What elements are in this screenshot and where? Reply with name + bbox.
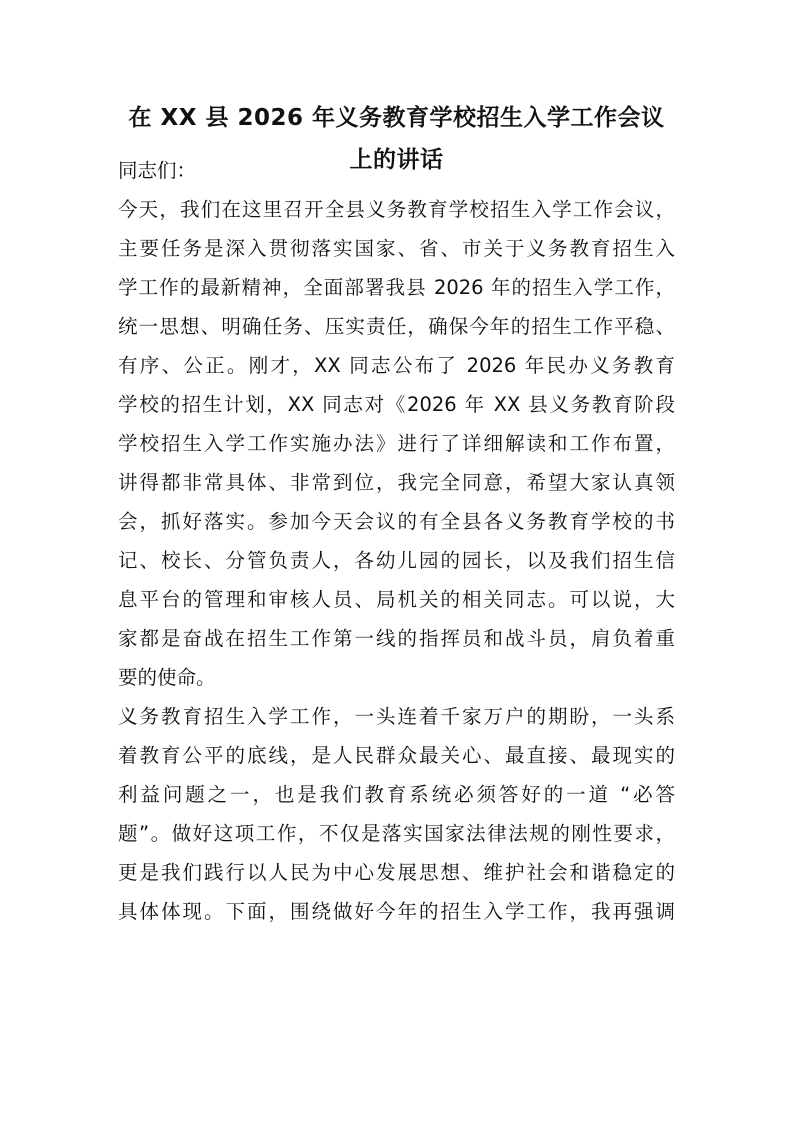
- paragraph-2-line: 题”。做好这项工作，不仅是落实国家法律法规的刚性要求，: [118, 822, 675, 845]
- paragraph-1-line: 主要任务是深入贯彻落实国家、省、市关于义务教育招生入: [118, 237, 675, 260]
- document-title-line-1: 在 XX 县 2026 年义务教育学校招生入学工作会议: [128, 105, 665, 131]
- paragraph-1-line: 统一思想、明确任务、压实责任，确保今年的招生工作平稳、: [118, 315, 675, 338]
- paragraph-1-line: 学校的招生计划，XX 同志对《2026 年 XX 县义务教育阶段: [118, 393, 675, 416]
- paragraph-1-line: 家都是奋战在招生工作第一线的指挥员和战斗员，肩负着重: [118, 627, 675, 650]
- paragraph-1-line: 学校招生入学工作实施办法》进行了详细解读和工作布置，: [118, 432, 675, 455]
- paragraph-1-line: 有序、公正。刚才，XX 同志公布了 2026 年民办义务教育: [118, 354, 675, 377]
- paragraph-1-line: 今天，我们在这里召开全县义务教育学校招生入学工作会议，: [118, 198, 675, 221]
- paragraph-2-line: 更是我们践行以人民为中心发展思想、维护社会和谐稳定的: [118, 861, 675, 884]
- document-body: [118, 151, 675, 931]
- paragraph-2-line: 利益问题之一，也是我们教育系统必须答好的一道 “必答: [118, 783, 675, 806]
- paragraph-1: [118, 190, 675, 697]
- salutation: 同志们：: [118, 159, 197, 182]
- paragraph-1-line: 息平台的管理和审核人员、局机关的相关同志。可以说，大: [118, 588, 675, 611]
- paragraph-1-line: 记、校长、分管负责人，各幼儿园的园长，以及我们招生信: [118, 549, 675, 572]
- paragraph-2-line: 具体体现。下面，围绕做好今年的招生入学工作，我再强调: [118, 900, 675, 923]
- paragraph-2: [118, 697, 675, 931]
- paragraph-1-line: 讲得都非常具体、非常到位，我完全同意，希望大家认真领: [118, 471, 675, 494]
- paragraph-1-line: 要的使命。: [118, 666, 216, 689]
- paragraph-2-line: 着教育公平的底线，是人民群众最关心、最直接、最现实的: [118, 744, 675, 767]
- paragraph-2-line: 义务教育招生入学工作，一头连着千家万户的期盼，一头系: [118, 705, 675, 728]
- document-title-line-2: 上的讲话: [349, 147, 444, 173]
- paragraph-1-line: 学工作的最新精神，全面部署我县 2026 年的招生入学工作，: [118, 276, 675, 299]
- paragraph-1-line: 会，抓好落实。参加今天会议的有全县各义务教育学校的书: [118, 510, 675, 533]
